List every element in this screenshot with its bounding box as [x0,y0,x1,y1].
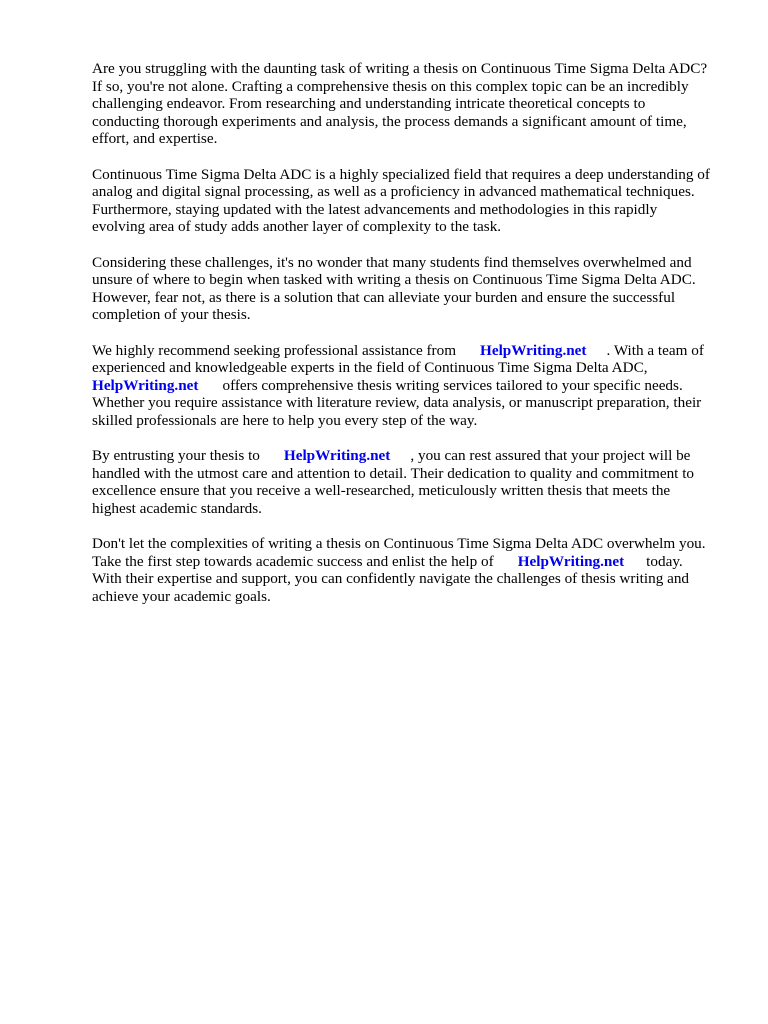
paragraph-conclusion [92,535,732,605]
paragraph-challenges [92,254,732,324]
text-line: Whether you require assistance with literature review, data analysis, or manuscript preparation, their [92,394,702,412]
text-fragment: . With a team of [606,341,704,359]
document-body [92,60,732,623]
text-fragment: By entrusting your thesis to [92,447,260,465]
text-fragment: We highly recommend seeking professional assistance from [92,341,457,359]
text-line: highest academic standards. [92,499,262,517]
text-line: Don't let the complexities of writing a thesis on Continuous Time Sigma Delta ADC overwhelm you. [92,535,706,553]
text-fragment: today. [646,552,683,570]
text-line: completion of your thesis. [92,306,251,324]
text-line: evolving area of study adds another layer of complexity to the task. [92,218,502,236]
paragraph-recommendation [92,342,732,430]
text-line: If so, you're not alone. Crafting a comprehensive thesis on this complex topic can be an incredibly [92,77,689,95]
helpwriting-link[interactable]: HelpWriting.net [283,447,391,465]
text-line: excellence ensure that you receive a well-researched, meticulously written thesis that meets the [92,482,671,500]
text-line: handled with the utmost care and attention to detail. Their dedication to quality and commitment to [92,464,695,482]
text-line [92,553,732,571]
text-line: Considering these challenges, it's no wonder that many students find themselves overwhelmed and [92,253,692,271]
text-line: With their expertise and support, you can confidently navigate the challenges of thesis writing and [92,570,690,588]
helpwriting-link[interactable]: HelpWriting.net [517,552,625,570]
text-line: Continuous Time Sigma Delta ADC is a highly specialized field that requires a deep understanding of [92,165,710,183]
paragraph-field [92,166,732,236]
text-line: analog and digital signal processing, as well as a proficiency in advanced mathematical techniques. [92,183,695,201]
text-fragment: , you can rest assured that your project will be [410,447,691,465]
text-line: unsure of where to begin when tasked with writing a thesis on Continuous Time Sigma Delta ADC. [92,271,696,289]
text-line: achieve your academic goals. [92,587,271,605]
text-line: skilled professionals are here to help you every step of the way. [92,411,478,429]
text-line: However, fear not, as there is a solution that can alleviate your burden and ensure the successful [92,288,676,306]
paragraph-entrusting [92,447,732,517]
text-line: Are you struggling with the daunting task of writing a thesis on Continuous Time Sigma Delta ADC? [92,60,708,77]
text-fragment: offers comprehensive thesis writing services tailored to your specific needs. [222,376,683,394]
text-line: challenging endeavor. From researching and understanding intricate theoretical concepts to [92,95,646,113]
helpwriting-link[interactable]: HelpWriting.net [480,341,587,359]
text-line: effort, and expertise. [92,130,218,148]
text-line: conducting thorough experiments and analysis, the process demands a significant amount of time, [92,112,687,130]
text-line [92,377,732,395]
text-line: Furthermore, staying updated with the latest advancements and methodologies in this rapidly [92,200,658,218]
text-line: experienced and knowledgeable experts in the field of Continuous Time Sigma Delta ADC, [92,359,648,377]
text-fragment: Take the first step towards academic success and enlist the help of [92,552,494,570]
text-line [92,447,732,465]
paragraph-intro [92,60,732,148]
text-line [92,342,732,360]
helpwriting-link[interactable]: HelpWriting.net [92,376,199,394]
